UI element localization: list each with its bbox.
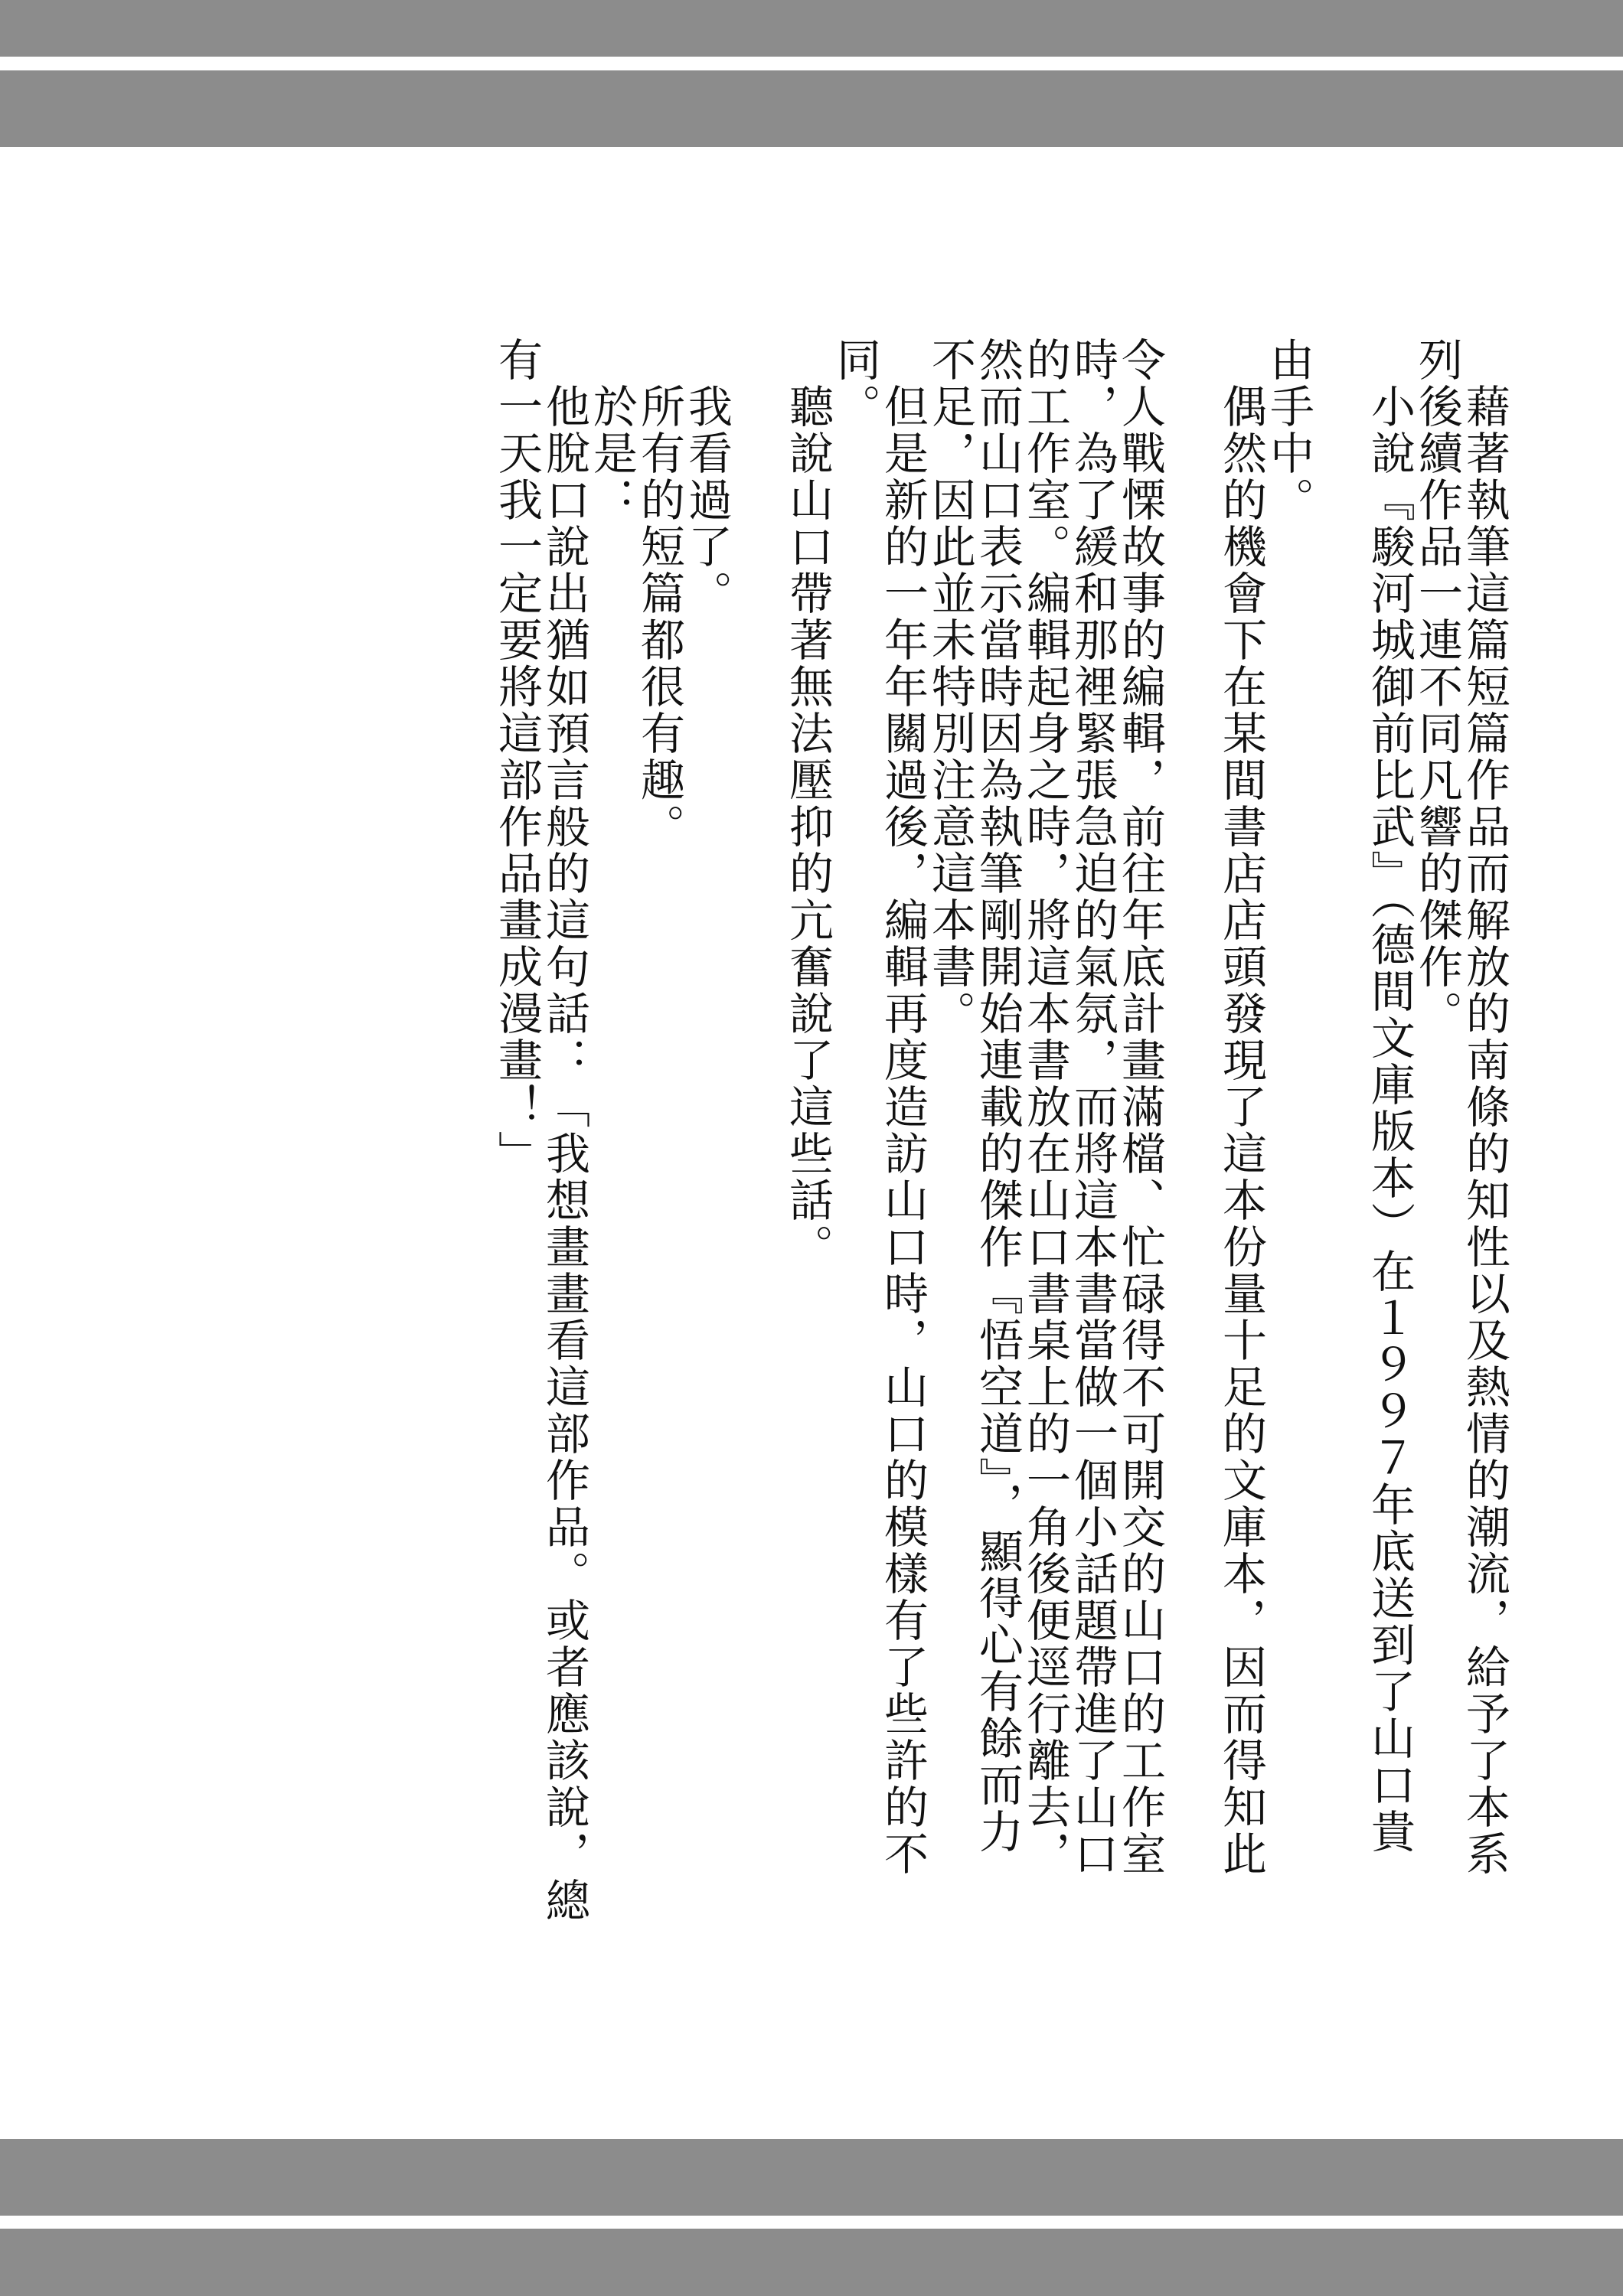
text-line: 所有的短篇都很有趣。: [633, 337, 685, 850]
text-line: 他脫口說出猶如預言般的這句話：「我想畫畫看這部作品。或者應該說，總: [538, 337, 590, 1924]
text-line: 時，為了緩和那裡緊張急迫的氣氛，而將這本書當做一個小話題帶進了山口: [1066, 337, 1118, 1877]
text-line: 令人戰慄故事的編輯，前往年底計畫滿檔、忙碌得不可開交的山口的工作室: [1114, 337, 1166, 1877]
text-line: 於是：: [586, 337, 638, 523]
text-line: 由手中。: [1262, 337, 1314, 523]
top-gray-band-secondary: [0, 70, 1623, 147]
text-line: 藉著執筆這篇短篇作品而解放的南條的知性以及熱情的潮流，給予了本系: [1458, 337, 1510, 1877]
text-line: 偶然的機會下在某間書店店頭發現了這本份量十足的文庫本，因而得知此: [1215, 337, 1267, 1877]
text-line: 聽說山口帶著無法壓抑的亢奮說了這些話。: [782, 337, 834, 1270]
bottom-gray-band: [0, 2139, 1623, 2216]
text-line: 但是新的一年年關過後，編輯再度造訪山口時，山口的模樣有了些許的不: [877, 337, 929, 1877]
text-line: 有一天我一定要將這部作品畫成漫畫！」: [491, 337, 543, 1177]
bottom-gray-band-secondary: [0, 2229, 1623, 2296]
text-line: 小說『駿河城御前比武』（德間文庫版本）在１９９７年底送到了山口貴: [1363, 337, 1416, 1855]
top-gray-band: [0, 0, 1623, 57]
text-line: 我看過了。: [681, 337, 733, 617]
text-line: 然而山口表示當時因為執筆剛開始連載的傑作『悟空道』，顯得心有餘而力: [972, 337, 1024, 1855]
text-line: 的工作室。編輯起身之時，將這本書放在山口書桌上的一角後便逕行離去，: [1019, 337, 1071, 1877]
text-line: 同。: [829, 337, 881, 430]
text-line: 列後續作品一連不同凡響的傑作。: [1411, 337, 1463, 1037]
text-line: 不足，因此並未特別注意這本書。: [924, 337, 976, 1037]
vertical-text-body: [138, 337, 1508, 2051]
